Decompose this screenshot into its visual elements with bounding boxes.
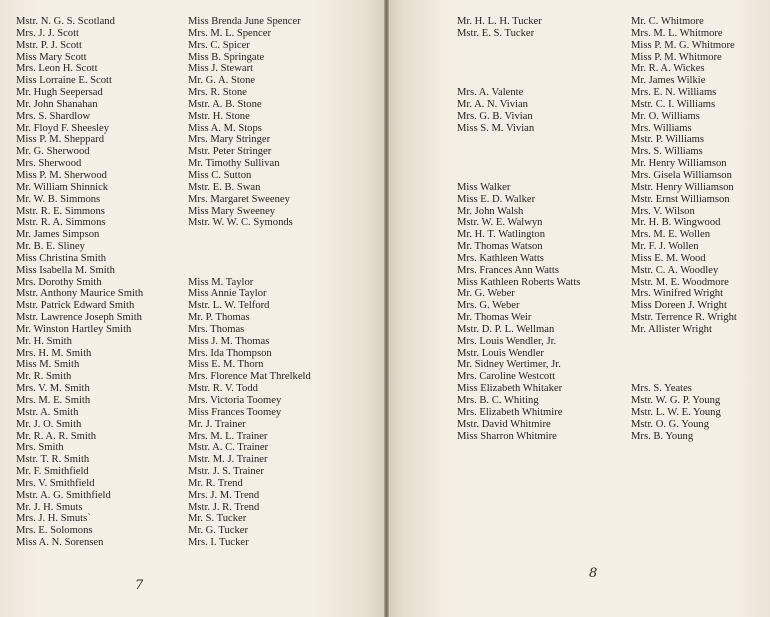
name-entry: Miss Elizabeth Whitaker bbox=[457, 383, 563, 395]
name-entry: Mr. James Wilkie bbox=[631, 75, 706, 87]
name-entry: Mrs. E. N. Williams bbox=[631, 87, 717, 99]
page-number-left: 7 bbox=[135, 578, 144, 593]
name-entry: Mrs. C. Spicer bbox=[188, 39, 250, 51]
left-page-column-2 bbox=[188, 16, 311, 549]
name-entry: Miss A. N. Sorensen bbox=[16, 537, 104, 549]
name-entry: Mr. R. A. Wickes bbox=[631, 63, 705, 75]
name-entry: Mrs. Louis Wendler, Jr. bbox=[457, 335, 557, 347]
name-entry: Mr. R. Smith bbox=[16, 371, 72, 383]
name-entry: Miss P. M. G. Whitmore bbox=[631, 39, 735, 51]
name-entry: Mstr. A. C. Trainer bbox=[188, 442, 269, 454]
name-entry: Mrs. J. J. Scott bbox=[16, 27, 79, 39]
name-entry: Mrs. Frances Ann Watts bbox=[457, 264, 559, 276]
name-entry: Mstr. H. Stone bbox=[188, 110, 250, 122]
name-entry: Mrs. M. L. Spencer bbox=[188, 27, 271, 39]
name-entry: Mrs. Dorothy Smith bbox=[16, 276, 102, 288]
name-entry: Mr. Timothy Sullivan bbox=[188, 158, 280, 170]
name-entry: Mstr. C. I. Williams bbox=[631, 98, 716, 110]
name-entry: Mr. Winston Hartley Smith bbox=[16, 323, 132, 335]
name-entry: Mr. O. Williams bbox=[631, 110, 700, 122]
right-page-column-2 bbox=[631, 16, 737, 442]
name-entry: Mr. C. Whitmore bbox=[631, 16, 704, 27]
name-entry: Mr. H. L. H. Tucker bbox=[457, 16, 542, 27]
name-entry: Mrs. S. Williams bbox=[631, 146, 703, 158]
name-entry: Miss P. M. Sherwood bbox=[16, 169, 107, 181]
right-page bbox=[389, 0, 770, 617]
name-entry: Miss E. M. Thorn bbox=[188, 359, 264, 371]
name-entry: Miss P. M. Whitmore bbox=[631, 51, 722, 63]
name-entry: Miss J. M. Thomas bbox=[188, 335, 270, 347]
name-entry: Mstr. J. R. Trend bbox=[188, 501, 260, 513]
name-entry: Mstr. Louis Wendler bbox=[457, 347, 544, 359]
name-entry: Mstr. D. P. L. Wellman bbox=[457, 323, 555, 335]
name-entry: Mrs. Leon H. Scott bbox=[16, 63, 98, 75]
name-entry: Mrs. V. Wilson bbox=[631, 205, 695, 217]
name-entry: Mrs. S. Yeates bbox=[631, 383, 692, 395]
name-entry: Mrs. Elizabeth Whitmire bbox=[457, 406, 563, 418]
name-entry: Mrs. Florence Mat Threlkeld bbox=[188, 371, 311, 383]
name-entry: Mrs. V. M. Smith bbox=[16, 383, 90, 395]
name-entry: Mrs. J. H. Smuts` bbox=[16, 513, 91, 525]
name-entry: Mrs. R. Stone bbox=[188, 87, 247, 99]
name-entry: Mstr. P. Williams bbox=[631, 134, 704, 146]
name-entry: Mstr. W. E. Walwyn bbox=[457, 217, 543, 229]
name-entry: Mr. Floyd F. Sheesley bbox=[16, 122, 110, 134]
name-entry: Miss M. Taylor bbox=[188, 276, 254, 288]
name-entry: Mr. John Shanahan bbox=[16, 98, 98, 110]
name-entry: Mrs. B. C. Whiting bbox=[457, 395, 539, 406]
name-entry: Mr. A. N. Vivian bbox=[457, 98, 528, 110]
name-entry: Miss Sharron Whitmire bbox=[457, 430, 557, 442]
name-entry: Miss E. D. Walker bbox=[457, 193, 536, 205]
name-entry: Mstr. A. B. Stone bbox=[188, 98, 262, 110]
name-entry: Mrs. M. E. Smith bbox=[16, 395, 91, 406]
name-entry: Mr. John Walsh bbox=[457, 205, 524, 217]
name-entry: Mrs. Thomas bbox=[188, 323, 245, 335]
name-entry: Mstr. L. W. Telford bbox=[188, 300, 270, 312]
name-entry: Mr. P. Thomas bbox=[188, 312, 250, 324]
name-entry: Miss E. M. Wood bbox=[631, 252, 706, 264]
name-entry: Mr. H. B. Wingwood bbox=[631, 217, 721, 229]
name-entry: Mrs. Caroline Westcott bbox=[457, 371, 556, 383]
name-entry: Miss Walker bbox=[457, 181, 511, 193]
name-entry: Mrs. Victoria Toomey bbox=[188, 395, 282, 406]
name-entry: Mrs. G. B. Vivian bbox=[457, 110, 533, 122]
name-entry: Miss Mary Sweeney bbox=[188, 205, 276, 217]
name-entry: Mstr. R. A. Simmons bbox=[16, 217, 106, 229]
name-entry: Mr. F. J. Wollen bbox=[631, 241, 699, 253]
name-entry: Miss Brenda June Spencer bbox=[188, 16, 301, 27]
name-entry: Mstr. Patrick Edward Smith bbox=[16, 300, 135, 312]
name-entry: Mstr. Ernst Williamson bbox=[631, 193, 730, 205]
name-entry: Mstr. E. B. Swan bbox=[188, 181, 261, 193]
name-entry: Mr. Allister Wright bbox=[631, 323, 712, 335]
name-entry: Mstr. W. G. P. Young bbox=[631, 395, 721, 406]
name-entry: Mr. William Shinnick bbox=[16, 181, 109, 193]
name-entry: Mr. H. Smith bbox=[16, 335, 72, 347]
name-entry: Mstr. M. J. Trainer bbox=[188, 454, 268, 466]
name-entry: Mrs. Winifred Wright bbox=[631, 288, 724, 300]
name-entry: Mstr. J. S. Trainer bbox=[188, 466, 264, 478]
name-entry: Mr. Sidney Wertimer, Jr. bbox=[457, 359, 561, 371]
name-entry: Miss Christina Smith bbox=[16, 252, 107, 264]
name-entry: Mrs. S. Shardlow bbox=[16, 110, 91, 122]
page-number-right: 8 bbox=[589, 566, 598, 581]
name-entry: Mstr. C. A. Woodley bbox=[631, 264, 719, 276]
name-entry: Mrs. Ida Thompson bbox=[188, 347, 272, 359]
name-entry: Mrs. M. L. Whitmore bbox=[631, 27, 723, 39]
name-entry: Mstr. T. R. Smith bbox=[16, 454, 90, 466]
name-entry: Mrs. Mary Stringer bbox=[188, 134, 271, 146]
left-page bbox=[0, 0, 384, 617]
name-entry: Mrs. A. Valente bbox=[457, 87, 524, 99]
name-entry: Miss Kathleen Roberts Watts bbox=[457, 276, 581, 288]
name-entry: Miss J. Stewart bbox=[188, 63, 254, 75]
name-entry: Mrs. H. M. Smith bbox=[16, 347, 92, 359]
name-entry: Mstr. W. W. C. Symonds bbox=[188, 217, 293, 229]
name-entry: Miss C. Sutton bbox=[188, 169, 252, 181]
name-entry: Mstr. Lawrence Joseph Smith bbox=[16, 312, 142, 324]
name-entry: Mstr. David Whitmire bbox=[457, 418, 551, 430]
name-entry: Mrs. M. L. Trainer bbox=[188, 430, 268, 442]
name-entry: Mstr. Peter Stringer bbox=[188, 146, 272, 158]
name-entry: Mr. J. H. Smuts bbox=[16, 501, 83, 513]
name-entry: Mr. J. Trainer bbox=[188, 418, 246, 430]
name-entry: Mr. S. Tucker bbox=[188, 513, 247, 525]
name-entry: Miss Frances Toomey bbox=[188, 406, 282, 418]
name-entry: Mstr. E. S. Tucker bbox=[457, 27, 535, 39]
name-entry: Mr. G. Weber bbox=[457, 288, 515, 300]
name-entry: Miss P. M. Sheppard bbox=[16, 134, 104, 146]
name-entry: Mstr. O. G. Young bbox=[631, 418, 710, 430]
name-entry: Mr. G. A. Stone bbox=[188, 75, 256, 87]
right-page-column-1 bbox=[457, 16, 580, 442]
name-entry: Miss Doreen J. Wright bbox=[631, 300, 727, 312]
name-entry: Mrs. E. Solomons bbox=[16, 525, 93, 537]
name-entry: Mstr. N. G. S. Scotland bbox=[16, 16, 115, 27]
name-entry: Miss Mary Scott bbox=[16, 51, 87, 63]
name-entry: Mr. James Simpson bbox=[16, 229, 100, 241]
name-entry: Mrs. Gisela Williamson bbox=[631, 169, 732, 181]
name-entry: Miss B. Springate bbox=[188, 51, 265, 63]
name-entry: Miss Lorraine E. Scott bbox=[16, 75, 112, 87]
left-page-column-1 bbox=[16, 16, 143, 549]
name-entry: Mr. F. Smithfield bbox=[16, 466, 89, 478]
name-entry: Miss Isabella M. Smith bbox=[16, 264, 115, 276]
name-entry: Mstr. M. E. Woodmore bbox=[631, 276, 729, 288]
name-entry: Mr. Thomas Watson bbox=[457, 241, 543, 253]
name-entry: Mr. G. Tucker bbox=[188, 525, 249, 537]
name-entry: Miss M. Smith bbox=[16, 359, 80, 371]
name-entry: Mrs. Williams bbox=[631, 122, 692, 134]
name-entry: Mr. W. B. Simmons bbox=[16, 193, 101, 205]
name-entry: Mr. B. E. Sliney bbox=[16, 241, 85, 253]
name-entry: Mrs. M. E. Wollen bbox=[631, 229, 710, 241]
name-entry: Mrs. Kathleen Watts bbox=[457, 252, 544, 264]
name-entry: Mstr. Anthony Maurice Smith bbox=[16, 288, 144, 300]
name-entry: Miss S. M. Vivian bbox=[457, 122, 535, 134]
name-entry: Mrs. J. M. Trend bbox=[188, 489, 260, 501]
name-entry: Mrs. Margaret Sweeney bbox=[188, 193, 290, 205]
name-entry: Mr. Thomas Weir bbox=[457, 312, 532, 324]
name-entry: Mstr. P. J. Scott bbox=[16, 39, 82, 51]
name-entry: Mstr. R. V. Todd bbox=[188, 383, 258, 395]
name-entry: Mr. Hugh Seepersad bbox=[16, 87, 103, 99]
name-entry: Mrs. Smith bbox=[16, 442, 64, 454]
name-entry: Mr. J. O. Smith bbox=[16, 418, 82, 430]
name-entry: Mrs. G. Weber bbox=[457, 300, 520, 312]
name-entry: Miss A. M. Stops bbox=[188, 122, 262, 134]
name-entry: Mr. H. T. Watlington bbox=[457, 229, 546, 241]
name-entry: Mstr. R. E. Simmons bbox=[16, 205, 105, 217]
name-entry: Mrs. Sherwood bbox=[16, 158, 82, 170]
name-entry: Mstr. Henry Williamson bbox=[631, 181, 734, 193]
name-entry: Mstr. A. G. Smithfield bbox=[16, 489, 111, 501]
name-entry: Mr. Henry Williamson bbox=[631, 158, 727, 170]
name-entry: Mrs. V. Smithfield bbox=[16, 477, 95, 489]
name-entry: Miss Annie Taylor bbox=[188, 288, 267, 300]
name-entry: Mr. G. Sherwood bbox=[16, 146, 90, 158]
name-entry: Mr. R. Trend bbox=[188, 477, 243, 489]
name-entry: Mstr. L. W. E. Young bbox=[631, 406, 721, 418]
name-entry: Mrs. B. Young bbox=[631, 430, 694, 442]
name-entry: Mstr. Terrence R. Wright bbox=[631, 312, 737, 324]
name-entry: Mrs. I. Tucker bbox=[188, 537, 249, 549]
name-entry: Mstr. A. Smith bbox=[16, 406, 79, 418]
name-entry: Mr. R. A. R. Smith bbox=[16, 430, 97, 442]
